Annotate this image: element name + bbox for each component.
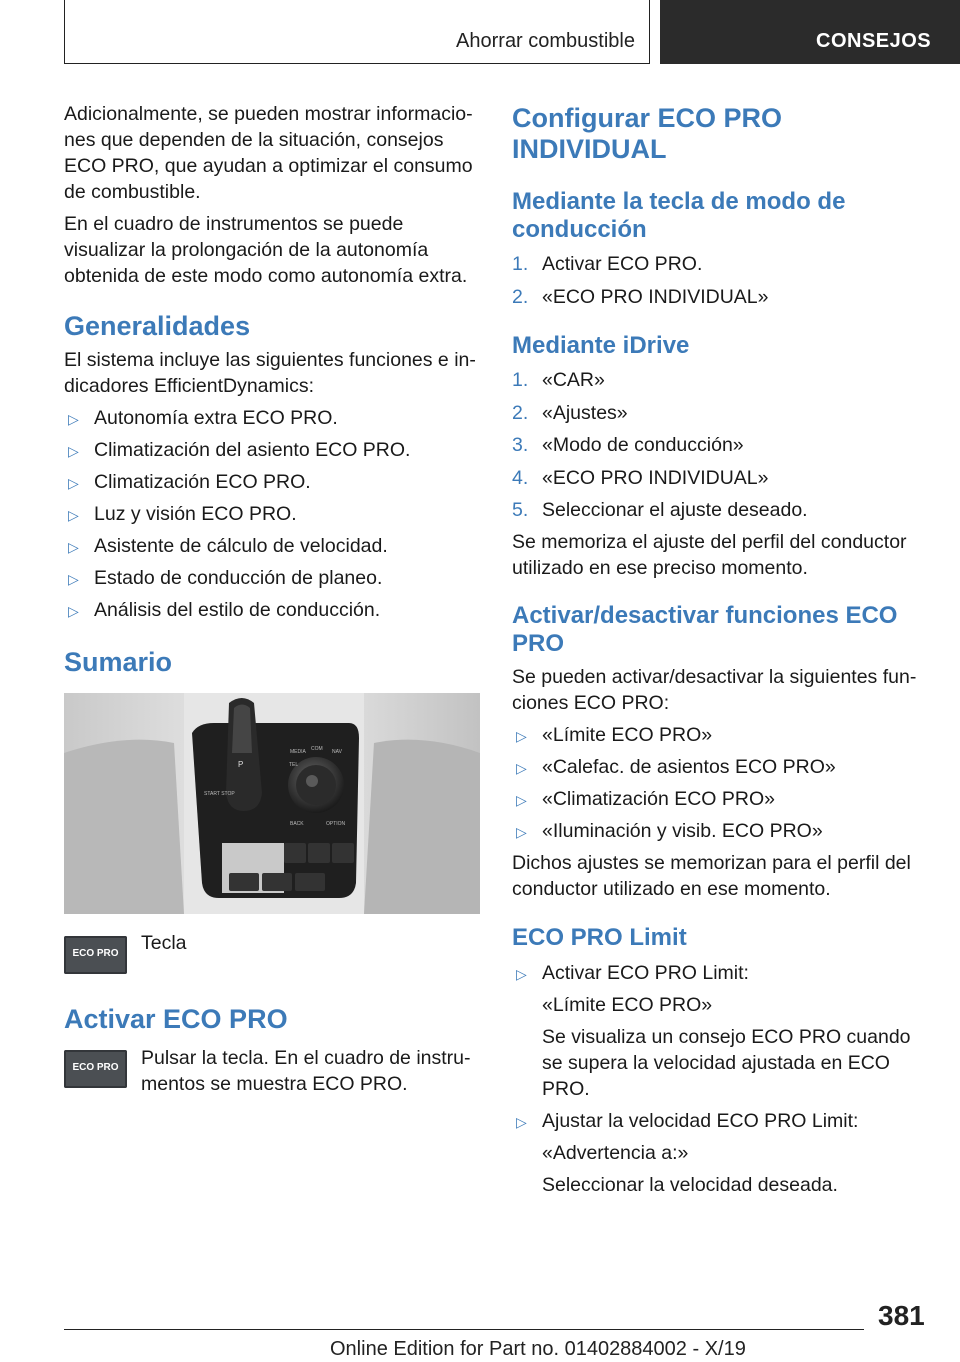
dichos-text: Dichos ajustes se memorizan para el perfil del conductor utilizado en ese momento. [512,852,911,900]
heading-generalidades: Generalidades [64,311,251,341]
list-item: ▷ «Iluminación y visib. ECO PRO» [512,818,928,844]
list-item: 1. «CAR» [512,369,605,391]
media-label: MEDIA [290,749,306,755]
triangle-bullet-icon: ▷ [68,571,79,587]
eco-pro-button-icon: ECO PRO [64,1050,127,1088]
triangle-bullet-icon: ▷ [68,539,79,555]
memoriza-text: Se memoriza el ajuste del perfil del conductor utilizado en ese preciso momento. [512,531,907,579]
back-label: BACK [290,821,304,827]
limit-item2-sub2: Seleccionar la velocidad deseada. [542,1174,838,1196]
triangle-bullet-icon: ▷ [516,824,527,840]
tecla-label: Tecla [141,932,187,954]
eco-pro-button-icon: ECO PRO [64,936,127,974]
heading-eco-pro-limit: ECO PRO Limit [512,924,687,951]
heading-idrive: Mediante iDrive [512,332,690,359]
list-item: ▷ «Límite ECO PRO» [512,722,928,748]
header-chapter-title: CONSEJOS [816,30,932,52]
tel-label: TEL [289,762,299,768]
triangle-bullet-icon: ▷ [68,443,79,459]
start-stop-label: START STOP [204,791,235,797]
list-item: ▷ Climatización del asiento ECO PRO. [64,437,482,463]
functions-list [512,722,928,850]
limit-item1-sub1: «Límite ECO PRO» [542,994,713,1016]
intro-paragraph-2: En el cuadro de instrumentos se puede visualizar la prolongación de la autonomía obtenida de este modo como autonomía extra. [64,213,468,287]
tecla-steps [512,251,928,316]
heading-sumario: Sumario [64,647,173,677]
heading-activar-desactivar: Activar/desactivar funciones ECO PRO [512,602,898,657]
generalidades-text: El sistema incluye las siguientes funciones e in-dicadores EfficientDynamics: [64,349,476,397]
triangle-bullet-icon: ▷ [68,475,79,491]
list-item: ▷ Activar ECO PRO Limit: «Límite ECO PRO» Se visualiza un consejo ECO PRO cuando se supera la velocidad ajustada en ECO PRO. [512,960,928,1102]
idrive-steps [512,367,928,530]
nav-label: NAV [332,749,342,755]
list-item: ▷ Análisis del estilo de conducción. [64,597,482,623]
activar-desactivar-text: Se pueden activar/desactivar la siguientes fun-ciones ECO PRO: [512,666,917,714]
list-item: ▷ Luz y visión ECO PRO. [64,501,482,527]
list-item: ▷ «Climatización ECO PRO» [512,786,928,812]
list-item: 2. «ECO PRO INDIVIDUAL» [512,285,769,308]
heading-configurar: Configurar ECO PRO INDIVIDUAL [512,103,783,164]
triangle-bullet-icon: ▷ [68,507,79,523]
edition-text: Online Edition for Part no. 01402884002 - X/19 [330,1338,746,1360]
heading-activar-eco-pro: Activar ECO PRO [64,1004,288,1034]
footer-divider [64,1329,864,1330]
triangle-bullet-icon: ▷ [516,728,527,744]
com-label: COM [311,746,323,752]
list-item: ▷ Autonomía extra ECO PRO. [64,405,482,431]
triangle-bullet-icon: ▷ [68,603,79,619]
triangle-bullet-icon: ▷ [516,792,527,808]
list-item: ▷ «Calefac. de asientos ECO PRO» [512,754,928,780]
intro-paragraph-1: Adicionalmente, se pueden mostrar informacio-nes que dependen de la situación, consejos ECO PRO, que ayudan a optimizar el consumo de combustible. [64,103,473,203]
limit-item2-sub1: «Advertencia a:» [542,1142,689,1164]
limit-list [512,960,928,1204]
list-item: 2. «Ajustes» [512,401,628,424]
triangle-bullet-icon: ▷ [68,411,79,427]
gear-p-label: P [238,760,244,769]
list-item: 5. Seleccionar el ajuste deseado. [512,499,808,521]
heading-tecla-modo: Mediante la tecla de modo de conducción [512,188,846,243]
option-label: OPTION [326,821,346,827]
triangle-bullet-icon: ▷ [516,1114,527,1130]
page-number: 381 [878,1300,925,1331]
limit-item1-sub2: Se visualiza un consejo ECO PRO cuando se supera la velocidad ajustada en ECO PRO. [542,1026,911,1100]
list-item: 1. Activar ECO PRO. [512,253,703,275]
list-item: ▷ Asistente de cálculo de velocidad. [64,533,482,559]
list-item: 3. «Modo de conducción» [512,434,744,456]
header-section-tab [64,0,650,64]
activar-text: Pulsar la tecla. En el cuadro de instru-mentos se muestra ECO PRO. [141,1047,471,1095]
list-item: ▷ Climatización ECO PRO. [64,469,482,495]
triangle-bullet-icon: ▷ [516,966,527,982]
feature-list [64,405,482,629]
header-section-title: Ahorrar combustible [456,30,635,52]
list-item: ▷ Ajustar la velocidad ECO PRO Limit: «Advertencia a:» Seleccionar la velocidad deseada. [512,1108,928,1198]
center-console-photo [64,693,480,914]
list-item: 4. «ECO PRO INDIVIDUAL» [512,466,769,489]
header-chapter-tab [660,0,960,64]
list-item: ▷ Estado de conducción de planeo. [64,565,482,591]
triangle-bullet-icon: ▷ [516,760,527,776]
